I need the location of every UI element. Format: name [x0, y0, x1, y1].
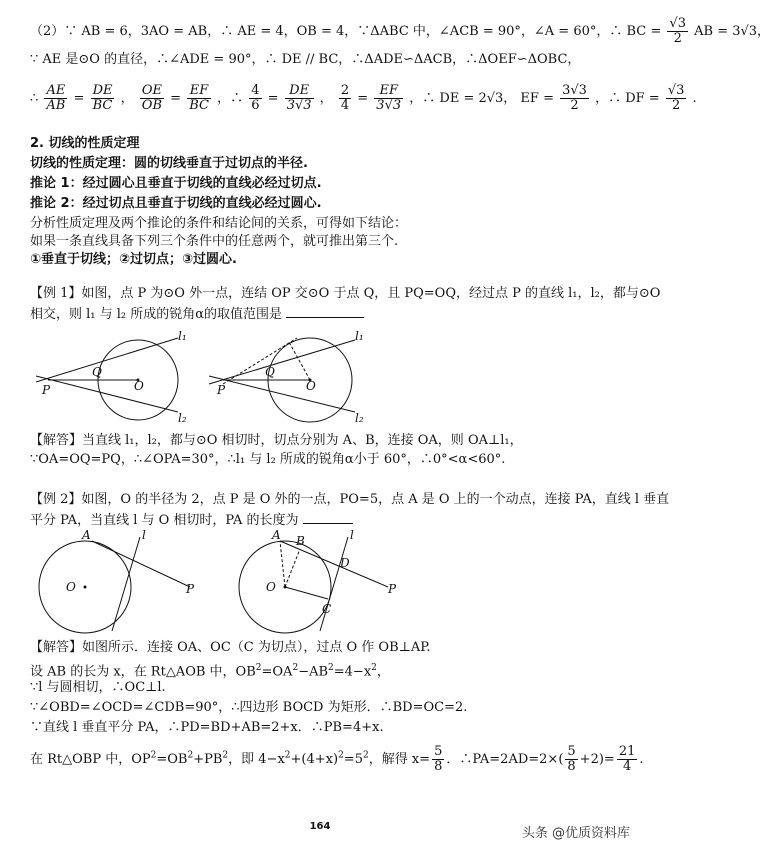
segment-oc	[285, 587, 328, 599]
label-p: P	[186, 582, 195, 596]
label-o: O	[306, 379, 316, 393]
theorem-text: 切线的性质定理：圆的切线垂直于过切点的半径.	[30, 156, 308, 171]
superscript: 2	[362, 750, 369, 761]
segment-ob-dashed	[285, 549, 300, 587]
fraction	[560, 84, 589, 113]
example1-answer2: ∵OA=OQ=PQ，∴∠OPA=30°，∴l₁ 与 l₂ 所成的锐角α小于 60°，∴0°<α<60°.	[30, 452, 506, 467]
segment-pa	[92, 541, 190, 587]
fraction	[374, 84, 403, 113]
example2-question: 平分 PA，当直线 l 与 O 相切时，PA 的长度为	[30, 513, 299, 528]
corollary-1: 推论 1：经过圆心且垂直于切线的直线必经过切点.	[30, 176, 322, 191]
fraction-denominator: 8	[567, 759, 576, 774]
fraction-numerator: √3	[667, 83, 685, 98]
math-text: ，	[319, 91, 333, 106]
fraction-numerator: DE	[92, 83, 113, 98]
fraction-denominator: 2	[673, 31, 682, 46]
fraction	[44, 84, 67, 113]
math-text: ，	[376, 664, 390, 680]
math-text: =	[73, 91, 85, 106]
fraction	[140, 84, 164, 113]
superscript: 2	[292, 663, 299, 673]
label-c: C	[322, 602, 332, 616]
math-text: =OB	[156, 752, 188, 767]
analysis-text: 分析性质定理及两个推论的条件和结论间的关系，可得如下结论：	[30, 216, 408, 231]
example1-text1: 【例 1】如图，点 P 为⊙O 外一点，连结 OP 交⊙O 于点 Q，且 PQ=OQ，经过点 P 的直线 l₁，l₂，都与⊙O	[30, 286, 661, 301]
math-text: =	[170, 91, 182, 106]
fraction-denominator: OB	[141, 98, 162, 113]
fraction-denominator: 6	[251, 98, 260, 113]
fraction-denominator: AB	[46, 98, 66, 113]
segment-oa-dashed	[280, 541, 285, 587]
superscript: 2	[328, 663, 334, 673]
superscript: 2	[222, 750, 229, 761]
fraction-numerator: 4	[251, 83, 260, 98]
math-text: =5	[343, 752, 363, 767]
part2-line3	[30, 84, 697, 113]
fraction-denominator: 3√3	[376, 98, 402, 113]
math-text: =	[357, 91, 369, 106]
math-text: 在 Rt△OBP 中，OP	[30, 752, 151, 767]
line-l2	[209, 376, 355, 412]
example1-text2	[30, 305, 364, 323]
answer-blank	[303, 511, 353, 524]
example2-figure-left	[30, 527, 220, 635]
fraction-denominator: 3√3	[286, 98, 312, 113]
line-l1	[36, 338, 178, 382]
example2-answer2	[30, 660, 390, 680]
example2-answer3: ∵l 与圆相切，∴OC⊥l.	[30, 680, 166, 695]
superscript: 2	[255, 663, 262, 673]
math-text: ∴	[30, 91, 39, 106]
label-b: B	[296, 534, 305, 548]
answer-blank	[286, 305, 364, 318]
math-text: =4−x	[333, 664, 372, 680]
example1-question: 相交，则 l₁ 与 l₂ 所成的锐角α的取值范围是	[30, 307, 283, 322]
math-text: 设 AB 的长为 x，在 Rt△AOB 中，OB	[30, 664, 256, 680]
example2-answer6	[30, 745, 644, 774]
fraction	[187, 84, 211, 113]
label-a: A	[272, 528, 281, 542]
label-l1: l₁	[355, 329, 364, 343]
fraction-numerator: AE	[44, 84, 67, 99]
fraction-denominator: 2	[570, 98, 579, 113]
fraction-numerator: 5	[434, 744, 443, 759]
example2-figure-right	[230, 527, 410, 635]
fraction-numerator: DE	[285, 84, 314, 99]
fraction-numerator: √3	[669, 16, 686, 31]
rule-text: 如果一条直线具备下列三个条件中的任意两个，就可推出第三个.	[30, 234, 399, 249]
fraction	[249, 84, 261, 113]
label-o: O	[266, 580, 276, 594]
line-l	[112, 537, 140, 631]
label-o: O	[66, 580, 76, 594]
label-l2: l₂	[355, 411, 364, 425]
superscript: 2	[371, 663, 377, 673]
example1-answer1: 【解答】当直线 l₁，l₂，都与⊙O 相切时，切点分别为 A、B，连接 OA，则 OA⊥l₁，	[30, 433, 523, 448]
math-text: =OA	[261, 664, 293, 680]
label-q: Q	[92, 365, 102, 379]
label-p: P	[42, 383, 51, 397]
part2-line1	[30, 17, 770, 46]
center-point	[284, 586, 287, 589]
label-p: P	[388, 582, 397, 596]
label-l2: l₂	[178, 411, 187, 425]
label-p: P	[217, 383, 226, 397]
fraction-denominator: 4	[622, 759, 632, 774]
fraction-denominator: BC	[92, 98, 113, 113]
fraction-denominator: 8	[434, 759, 443, 774]
fraction-numerator: OE	[140, 84, 164, 99]
superscript: 2	[338, 750, 344, 761]
example2-answer1: 【解答】如图所示．连接 OA、OC（C 为切点），过点 O 作 OB⊥AP.	[30, 640, 431, 655]
part2-line2: ∵ AE 是⊙O 的直径，∴∠ADE = 90°，∴ DE // BC，∴ΔADE∽ΔACB，∴ΔOEF∽ΔOBC，	[30, 52, 581, 67]
math-text: +PB	[193, 752, 223, 767]
center-point	[84, 586, 87, 589]
fraction	[565, 745, 577, 774]
math-text: ，∴	[217, 91, 244, 106]
line-l2	[36, 376, 178, 412]
example2-answer4: ∵∠OBD=∠OCD=∠CDB=90°，∴四边形 BOCD 为矩形．∴BD=OC=2.	[30, 700, 468, 715]
math-text: ．∴PA=2AD=2×(	[446, 752, 564, 767]
math-text: ，∴ DE = 2√3， EF =	[409, 91, 554, 106]
corollary-2: 推论 2：经过切点且垂直于切线的直线必经过圆心.	[30, 196, 322, 211]
conditions-text: ①垂直于切线；②过切点；③过圆心.	[30, 252, 237, 267]
line-l1	[209, 340, 355, 384]
label-l: l	[350, 528, 354, 542]
math-text: ，	[120, 91, 134, 106]
math-text: ，∴ DF =	[595, 91, 660, 106]
example1-figure-left	[28, 330, 208, 430]
label-a: A	[82, 528, 91, 542]
math-text: ，即 4−x	[228, 752, 285, 767]
watermark: 头条 @优质资料库	[521, 826, 630, 841]
fraction-denominator: 2	[671, 98, 681, 113]
radius-dashed	[289, 342, 310, 380]
label-q: Q	[265, 365, 275, 379]
section-heading: 2. 切线的性质定理	[30, 136, 140, 151]
line-l	[320, 537, 348, 631]
math-text: ，解得 x=	[368, 752, 431, 767]
part2-line1-text: （2）∵ AB = 6，3AO = AB，∴ AE = 4，OB = 4，∵ΔABC 中，∠ACB = 90°，∠A = 60°，∴ BC =	[30, 24, 662, 39]
fraction	[432, 745, 444, 774]
fraction-numerator: EF	[374, 84, 403, 99]
page-number: 164	[309, 821, 331, 832]
part2-line1-tail: AB = 3√3，	[694, 24, 770, 39]
example1-figure-right	[205, 330, 385, 430]
math-text: =	[267, 91, 279, 106]
fraction-numerator: 21	[618, 744, 636, 759]
math-text: .	[639, 752, 644, 767]
fraction	[91, 84, 115, 113]
fraction	[285, 84, 314, 113]
label-o: O	[134, 379, 144, 393]
math-text: +(4+x)	[290, 752, 339, 767]
superscript: 2	[150, 750, 157, 761]
fraction	[339, 84, 351, 113]
superscript: 2	[284, 750, 291, 761]
label-l: l	[142, 528, 146, 542]
fraction	[667, 17, 688, 46]
fraction	[617, 745, 638, 774]
fraction-denominator: 4	[340, 98, 350, 113]
fraction-denominator: BC	[189, 98, 209, 113]
math-text: .	[692, 91, 697, 106]
fraction	[666, 84, 687, 113]
math-text: −AB	[298, 664, 329, 680]
fraction-numerator: 3√3	[562, 83, 587, 98]
fraction-numerator: EF	[187, 84, 211, 99]
fraction-numerator: 5	[567, 744, 576, 759]
superscript: 2	[187, 750, 194, 761]
fraction-numerator: 2	[340, 83, 350, 98]
label-d: D	[340, 556, 350, 570]
math-text: +2)=	[579, 752, 615, 767]
example2-answer5: ∵直线 l 垂直平分 PA，∴PD=BD+AB=2+x．∴PB=4+x.	[30, 720, 384, 735]
label-l1: l₁	[178, 329, 187, 343]
example2-text1: 【例 2】如图，O 的半径为 2，点 P 是 O 外的一点，PO=5，点 A 是 O 上的一个动点，连接 PA，直线 l 垂直	[30, 492, 670, 507]
